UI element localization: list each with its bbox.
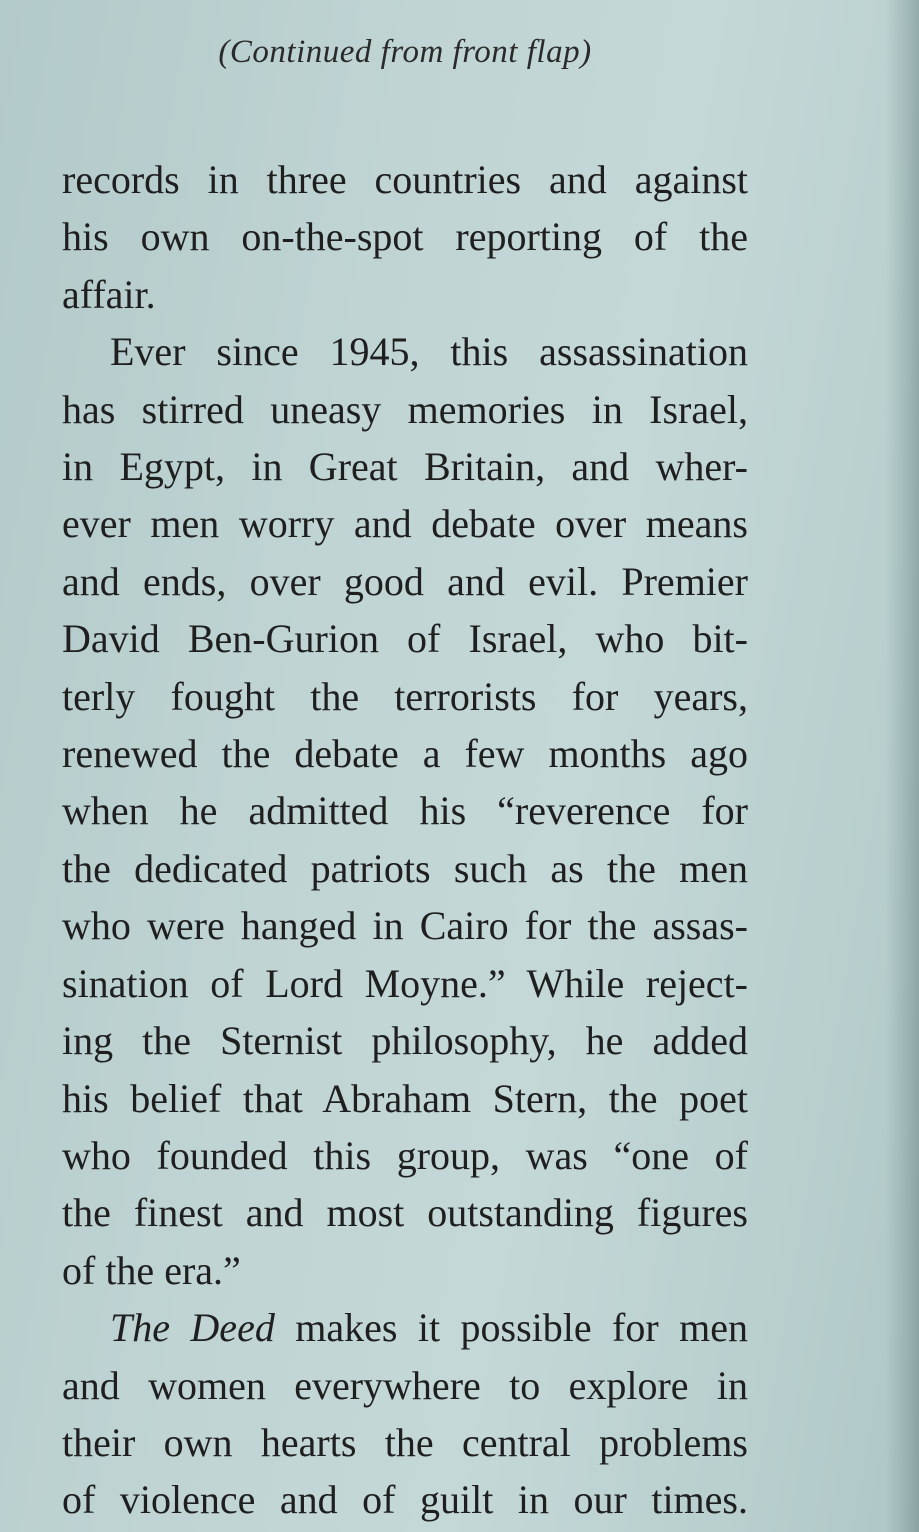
book-title: The Deed [110,1305,275,1351]
text-line: ever men worry and debate over means [62,501,748,547]
text-line: and women everywhere to explore in [62,1362,748,1408]
text-line: his own on-the-spot reporting of the [62,214,748,260]
text-line: David Ben-Gurion of Israel, who bit- [62,616,748,662]
text-line: records in three countries and against [62,157,748,202]
text-line: when he admitted his “reverence for [62,788,748,834]
text-line: the finest and most outstanding figures [62,1190,748,1236]
text-line: has stirred uneasy memories in Israel, [62,386,748,432]
text-line: of the era.” [62,1247,241,1293]
paragraph-2 [62,323,748,1299]
text-line: the dedicated patriots such as the men [62,845,748,891]
text-line: Ever since 1945, this assassination [110,329,748,375]
text-line [62,1299,748,1356]
text-line: terly fought the terrorists for years, [62,673,748,719]
text-line: and ends, over good and evil. Premier [62,558,748,604]
text-line: ing the Sternist philosophy, he added [62,1018,748,1064]
text-line: renewed the debate a few months ago [62,731,748,777]
text-line: their own hearts the central problems [62,1419,748,1465]
text-line: affair. [62,271,156,317]
text-line: sination of Lord Moyne.” While reject- [62,960,748,1006]
text-line-rest: makes it possible for men [274,1305,748,1351]
text-line: in Egypt, in Great Britain, and wher- [62,444,748,490]
text-line: his belief that Abraham Stern, the poet [62,1075,748,1121]
paragraph-1 [62,151,748,323]
text-line: who founded this group, was “one of [62,1132,748,1178]
text-line: of violence and of guilt in our times. [62,1477,748,1523]
text-line: who were hanged in Cairo for the assas- [62,903,748,949]
flap-edge-shadow [885,0,919,1532]
paragraph-3 [62,1299,748,1529]
continued-header: (Continued from front flap) [218,34,592,70]
flap-body-text [62,151,748,1529]
